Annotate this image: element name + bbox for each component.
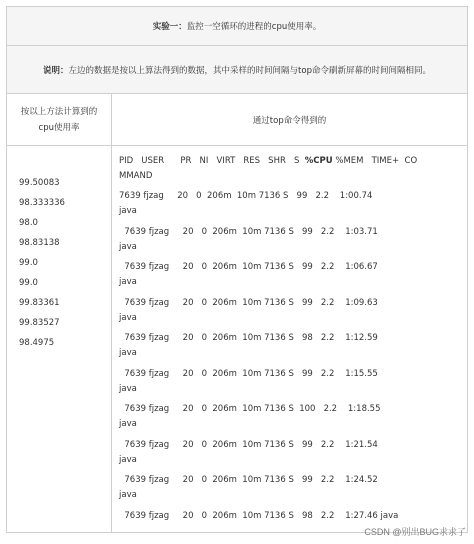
title-row [7,7,467,46]
computed-value: 99.0 [19,253,109,273]
top-row [119,402,467,438]
top-row-line: 7639 fjzag 20 0 206m 10m 7136 S 99 2.2 1:24.52 [119,473,467,488]
top-row-command: java [119,382,467,397]
top-row [119,331,467,367]
top-row-line: 7639 fjzag 20 0 206m 10m 7136 S 98 2.2 1:12.59 [119,331,467,346]
top-row-line: 7639 fjzag 20 0 206m 10m 7136 S 99 2.2 1:00.74 [119,189,467,204]
top-row-line: 7639 fjzag 20 0 206m 10m 7136 S 100 2.2 1:18.55 [119,402,467,417]
top-header-wrap: MMAND [119,169,467,184]
top-row [119,189,467,225]
top-row [119,367,467,403]
computed-value: 98.333336 [19,193,109,213]
top-row-line: 7639 fjzag 20 0 206m 10m 7136 S 99 2.2 1:03.71 [119,225,467,240]
top-row [119,473,467,509]
top-row [119,260,467,296]
top-row-line: 7639 fjzag 20 0 206m 10m 7136 S 99 2.2 1:06.67 [119,260,467,275]
top-row-command: java [119,417,467,432]
note-label: 说明： [43,64,69,76]
top-row-line: 7639 fjzag 20 0 206m 10m 7136 S 98 2.2 1:27.46 java [119,509,467,524]
experiment-table [6,6,468,533]
watermark: CSDN @别出BUG求求了 [364,525,466,538]
title-label: 实验一： [153,20,187,32]
top-row [119,438,467,474]
computed-value: 99.83527 [19,313,109,333]
top-row-line: 7639 fjzag 20 0 206m 10m 7136 S 99 2.2 1:21.54 [119,438,467,453]
computed-value: 99.50083 [19,173,109,193]
computed-value: 98.0 [19,213,109,233]
note-text [7,46,467,93]
top-row [119,296,467,332]
computed-value: 99.0 [19,273,109,293]
computed-value: 98.4975 [19,333,109,353]
computed-value: 99.83361 [19,293,109,313]
note-description: 左边的数据是按以上算法得到的数据，其中采样的时间间隔与top命令刷新屏幕的时间间隔相同。 [69,64,431,76]
column-divider [111,94,112,532]
computed-value: 98.83138 [19,233,109,253]
top-header-cpu: %CPU [305,156,333,166]
title-description: 监控一空循环的进程的cpu使用率。 [187,20,321,32]
top-row-line: 7639 fjzag 20 0 206m 10m 7136 S 99 2.2 1:09.63 [119,296,467,311]
top-output [119,154,467,544]
left-header-line1: 按以上方法计算到的 [21,104,98,120]
title-text [7,7,467,45]
top-row-command: java [119,204,467,219]
right-column-header: 通过top命令得到的 [112,94,467,146]
top-row-command: java [119,453,467,468]
top-row-command: java [119,275,467,290]
top-column-header [119,154,467,184]
top-row-line: 7639 fjzag 20 0 206m 10m 7136 S 99 2.2 1:15.55 [119,367,467,382]
left-column-header [7,94,111,146]
top-row-command: java [119,311,467,326]
top-header-columns: PID USER PR NI VIRT RES SHR S [119,156,305,166]
computed-values-list [19,173,109,353]
top-row-command: java [119,240,467,255]
top-row [119,225,467,261]
top-row-command: java [119,346,467,361]
left-header-line2: cpu使用率 [39,120,80,136]
note-row [7,46,467,94]
top-row-command: java [119,488,467,503]
top-header-columns-rest: %MEM TIME+ CO [333,156,417,166]
